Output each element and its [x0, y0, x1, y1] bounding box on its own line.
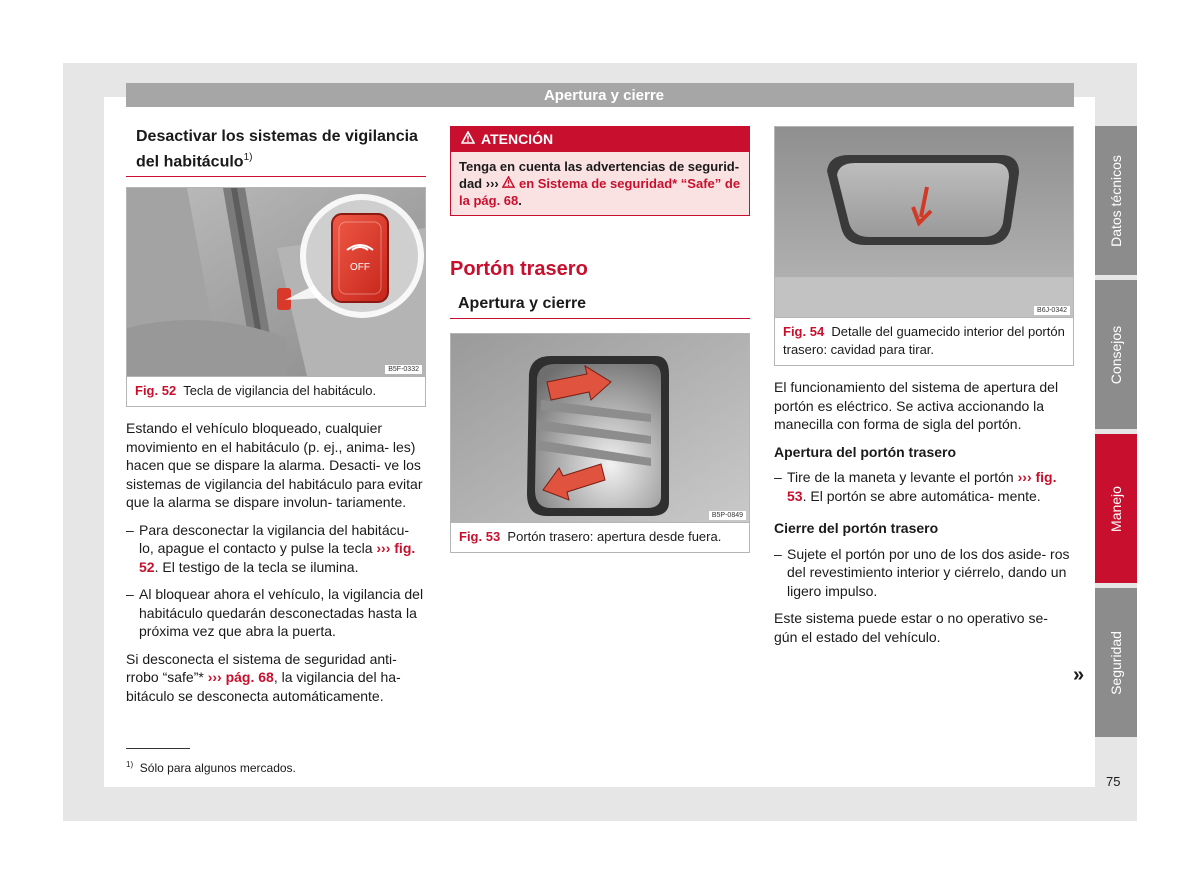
- paragraph-text: , la vigilancia del ha- bitáculo se desconecta automáticamente.: [126, 669, 401, 704]
- side-tab-label: Datos técnicos: [1108, 154, 1124, 247]
- list-text: . El testigo de la tecla se ilumina.: [154, 558, 359, 575]
- side-tab-label: Manejo: [1108, 485, 1124, 532]
- footnote: [126, 760, 296, 775]
- figure-caption-text: Detalle del guamecido interior del portón trasero: cavidad para tirar.: [783, 324, 1065, 357]
- list-item: [126, 585, 426, 641]
- warning-box: [450, 126, 750, 216]
- side-tab-seguridad[interactable]: [1095, 588, 1137, 737]
- interior-grip-illustration: [775, 127, 1073, 317]
- warning-text-part: Tenga en cuenta las advertencias de segurid- dad: [459, 159, 740, 191]
- warning-icon-inline: [502, 176, 515, 191]
- footnote-text: Sólo para algunos mercados.: [139, 761, 296, 775]
- figure-54: [774, 126, 1074, 366]
- warning-icon: [461, 127, 475, 152]
- header-bar: [126, 83, 1074, 107]
- paragraph: [126, 650, 426, 706]
- column-2: [450, 126, 750, 553]
- continue-mark: »: [1073, 664, 1085, 686]
- list-item: [774, 468, 1074, 505]
- list-item: [126, 521, 426, 577]
- figure-number: Fig. 54: [783, 324, 825, 339]
- list-text: Tire de la maneta y levante el portón: [787, 469, 1014, 485]
- subheading: Cierre del portón trasero: [774, 520, 939, 536]
- figure-54-image: [775, 127, 1073, 318]
- dash: –: [774, 545, 782, 562]
- page-link[interactable]: ››› pág. 68: [207, 669, 274, 686]
- warning-title: ATENCIÓN: [481, 131, 554, 147]
- list-text: Para desconectar la vigilancia del habitácu- lo, apague el contacto y pulse la tecla: [139, 521, 410, 557]
- dash: –: [774, 469, 782, 485]
- figure-code: B5F-0332: [385, 365, 422, 374]
- figure-code: B6J-0342: [1034, 306, 1070, 315]
- section-title-text: Desactivar los sistemas de vigilancia del habitáculo: [136, 128, 418, 171]
- figure-code: B5P-0849: [709, 511, 746, 520]
- dash: –: [126, 521, 134, 538]
- alarm-button-illustration: [127, 188, 425, 376]
- paragraph: Estando el vehículo bloqueado, cualquier movimiento en el habitáculo (p. ej., anima- les) hacen que se dispare la alarma. Desacti- ve los sistemas de vigilancia del habitáculo para evitar que la alarma se dispare involun- tariamente.: [126, 420, 423, 511]
- column-1: [126, 126, 426, 714]
- footnote-ref[interactable]: 1): [243, 152, 253, 163]
- warning-text: [451, 152, 749, 215]
- footnote-divider: [126, 748, 190, 749]
- list-text: . El portón se abre automática- mente.: [802, 487, 1041, 504]
- figure-link[interactable]: ››› fig. 52: [139, 540, 416, 575]
- list-text: Sujete el portón por uno de los dos aside- ros del revestimiento interior y ciérrelo, dando un ligero impulso.: [787, 545, 1070, 599]
- figure-caption-text: Tecla de vigilancia del habitáculo.: [183, 383, 377, 399]
- figure-52-image: [127, 188, 425, 377]
- side-tab-label: Seguridad: [1108, 630, 1124, 695]
- figure-caption: [775, 318, 1073, 365]
- figure-link[interactable]: ››› fig. 53: [787, 469, 1057, 504]
- figure-53-image: [451, 334, 749, 523]
- footnote-marker: 1): [126, 760, 134, 769]
- subheading: Apertura del portón trasero: [774, 443, 957, 460]
- side-tab-label: Consejos: [1108, 325, 1124, 384]
- warning-header: [451, 127, 749, 152]
- column-3: [774, 126, 1074, 655]
- side-tab-datos-tecnicos[interactable]: [1095, 126, 1137, 275]
- page-number: 75: [1106, 774, 1121, 789]
- paragraph-text: Si desconecta el sistema de seguridad anti- rrobo “safe”*: [126, 650, 397, 686]
- section-title: [126, 126, 426, 177]
- safety-link[interactable]: en Sistema de seguridad* “Safe” de la pág. 68: [459, 176, 741, 208]
- tailgate-handle-illustration: [451, 334, 749, 522]
- list-item: [774, 545, 1074, 601]
- figure-caption: [451, 523, 749, 552]
- figure-53: [450, 333, 750, 553]
- dash: –: [126, 586, 134, 603]
- section-title: Apertura y cierre: [450, 293, 750, 319]
- warning-text-part: .: [518, 193, 522, 208]
- figure-caption-text: Portón trasero: apertura desde fuera.: [507, 528, 722, 544]
- figure-caption: [127, 377, 425, 406]
- figure-52: [126, 187, 426, 407]
- side-tab-consejos[interactable]: [1095, 280, 1137, 429]
- header-title: Apertura y cierre: [543, 87, 664, 104]
- side-tab-manejo[interactable]: [1095, 434, 1137, 583]
- link-arrows: ›››: [485, 176, 499, 191]
- figure-number: Fig. 53: [459, 528, 501, 544]
- paragraph: El funcionamiento del sistema de apertura del portón es eléctrico. Se activa accionando la manecilla con forma de sigla del portón.: [774, 379, 1059, 432]
- list-text: Al bloquear ahora el vehículo, la vigilancia del habitáculo quedarán desconectadas hasta la próxima vez que abra la puerta.: [139, 586, 424, 640]
- chapter-title: Portón trasero: [450, 258, 588, 280]
- off-label: OFF: [350, 262, 370, 274]
- figure-number: Fig. 52: [135, 383, 177, 399]
- paragraph: Este sistema puede estar o no operativo se- gún el estado del vehículo.: [774, 610, 1048, 645]
